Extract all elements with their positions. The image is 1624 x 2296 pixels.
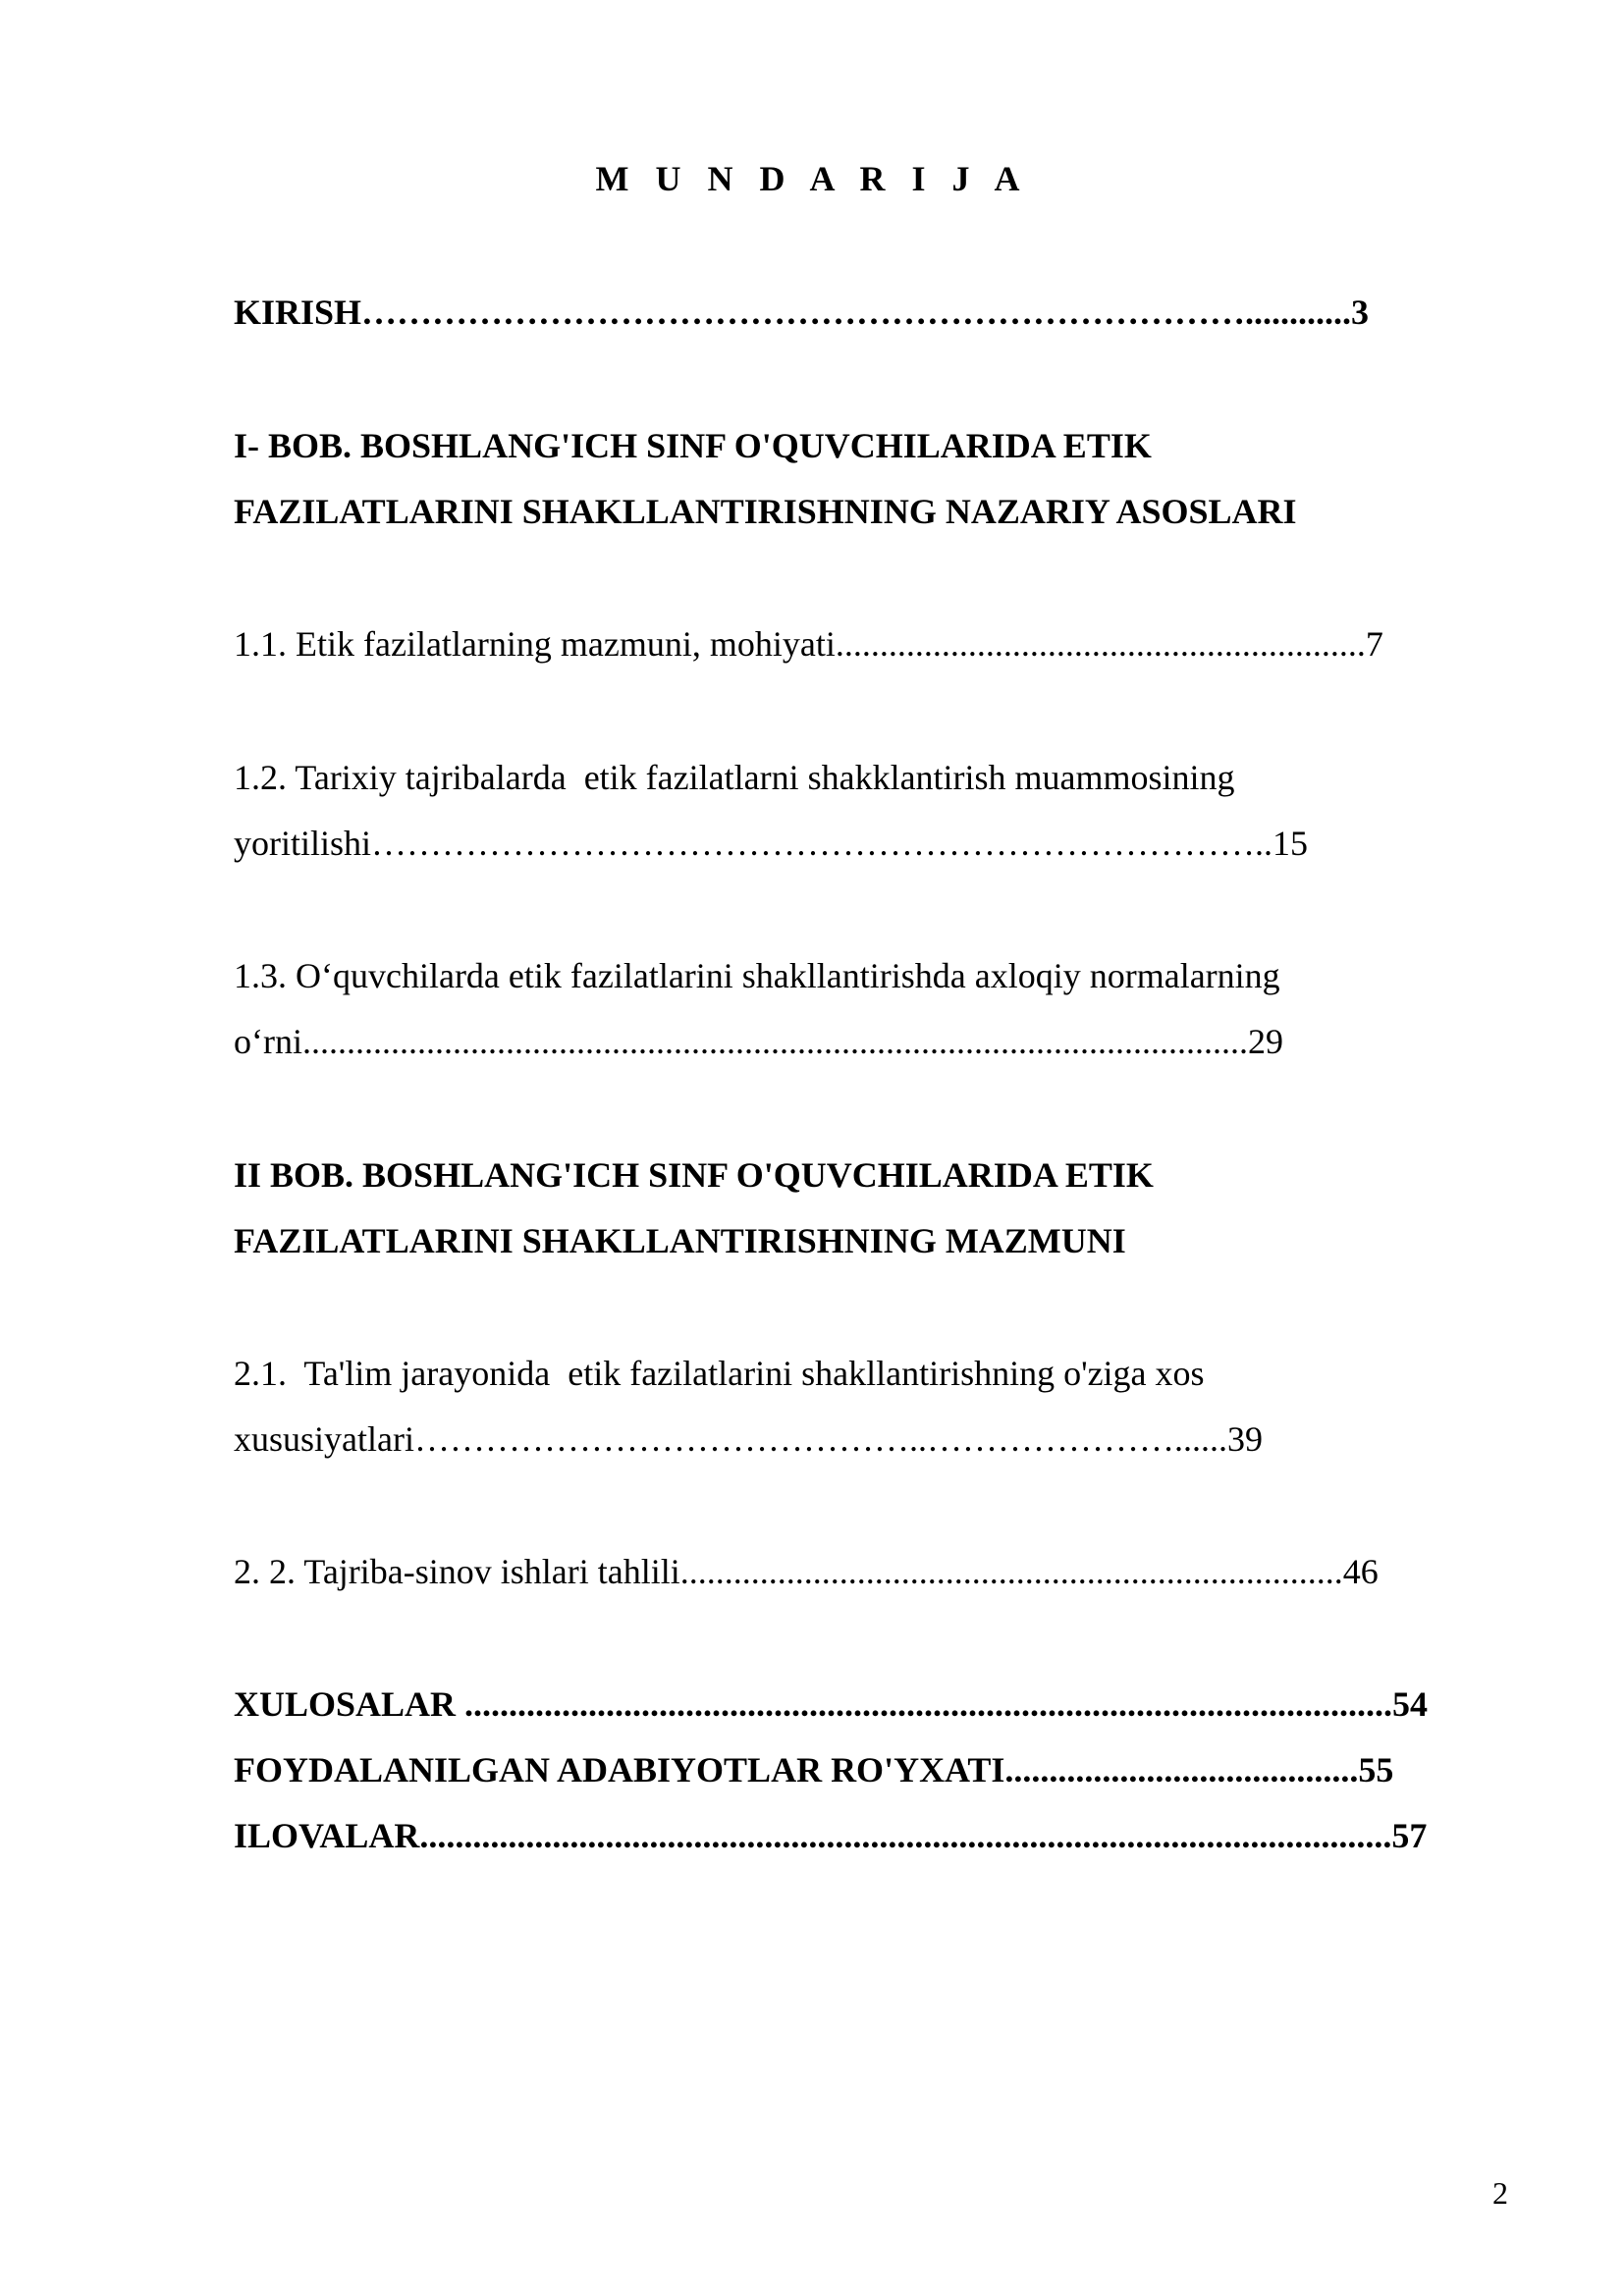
toc-entry-2-1-line-1: 2.1. Ta'lim jarayonida etik fazilatlarini shakllantirishning o'ziga xos <box>234 1354 1205 1393</box>
toc-chapter-1-heading-line-2: FAZILATLARINI SHAKLLANTIRISHNING NAZARIY ASOSLARI <box>234 492 1297 531</box>
toc-entry-2-2: 2. 2. Tajriba-sinov ishlari tahlili...........................................................................46 <box>234 1552 1379 1591</box>
toc-entry-xulosalar: XULOSALAR .........................................................................................................54 <box>234 1684 1429 1724</box>
toc-entry-1-3-line-1: 1.3. O‘quvchilarda etik fazilatlarini shakllantirishda axloqiy normalarning <box>234 956 1280 995</box>
toc-chapter-1-heading-line-1: I- BOB. BOSHLANG'ICH SINF O'QUVCHILARIDA ETIK <box>234 426 1152 465</box>
page-title: M U N D A R I J A <box>595 159 1029 198</box>
toc-entry-ilovalar: ILOVALAR..............................................................................................................57 <box>234 1816 1428 1855</box>
page-number: 2 <box>1492 2175 1508 2211</box>
toc-entry-1-1: 1.1. Etik fazilatlarning mazmuni, mohiyati............................................................7 <box>234 624 1383 664</box>
toc-entry-2-1-line-2: xususiyatlari……………………………………..…………………......39 <box>234 1419 1263 1459</box>
toc-chapter-2-heading-line-1: II BOB. BOSHLANG'ICH SINF O'QUVCHILARIDA ETIK <box>234 1155 1154 1195</box>
toc-entry-1-2-line-2: yoritilishi…………………………………………………………………..15 <box>234 824 1309 863</box>
toc-entry-adabiyotlar: FOYDALANILGAN ADABIYOTLAR RO'YXATI........................................55 <box>234 1750 1394 1789</box>
toc-entry-1-3-line-2: o‘rni...........................................................................................................29 <box>234 1022 1283 1061</box>
toc-entry-kirish: KIRISH…………………………………………………………………............3 <box>234 293 1370 332</box>
toc-chapter-2-heading-line-2: FAZILATLARINI SHAKLLANTIRISHNING MAZMUNI <box>234 1221 1126 1260</box>
toc-entry-1-2-line-1: 1.2. Tarixiy tajribalarda etik fazilatlarni shakklantirish muammosining <box>234 758 1235 797</box>
